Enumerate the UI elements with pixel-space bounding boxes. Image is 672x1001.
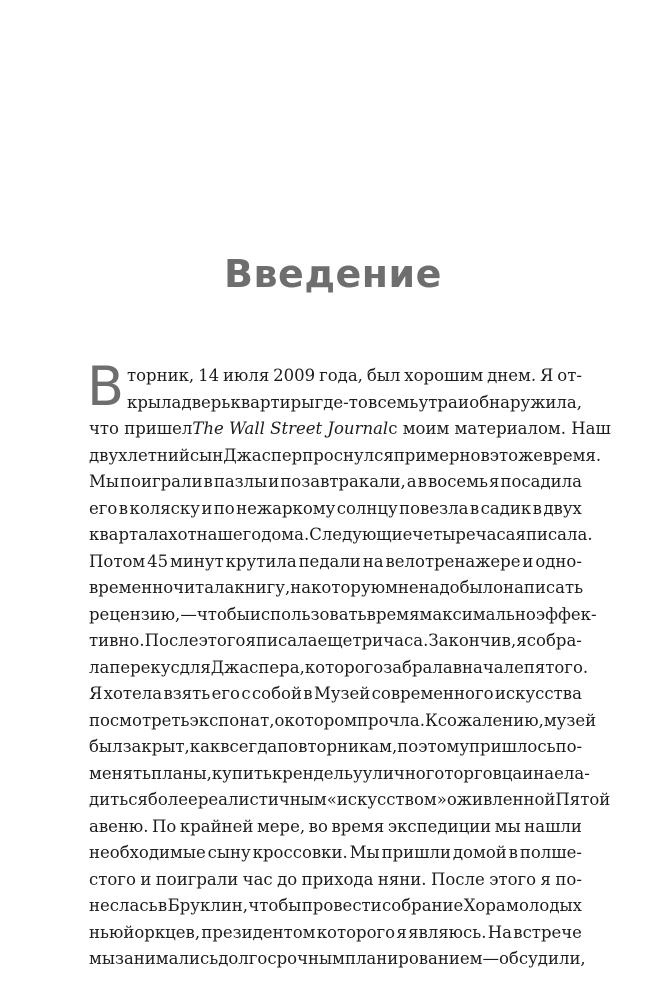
text-word: в xyxy=(469,498,480,518)
text-line xyxy=(89,787,611,814)
text-word: искусства xyxy=(494,684,582,703)
text-word: написать xyxy=(503,578,584,597)
text-word: сожалению, xyxy=(437,710,544,730)
text-line xyxy=(89,549,582,576)
text-word: Джаспер xyxy=(223,445,303,465)
text-word: по xyxy=(277,737,299,756)
text-word: восемь xyxy=(427,472,489,491)
text-word: неслась xyxy=(89,896,158,915)
text-word: крутила xyxy=(225,551,297,571)
text-word: мере, xyxy=(256,816,306,836)
text-word: писала. xyxy=(525,525,593,544)
text-word: По xyxy=(152,816,177,836)
text-word: что пришел xyxy=(89,419,193,438)
text-word: в xyxy=(532,498,542,518)
text-word: мы xyxy=(89,949,115,968)
text-line xyxy=(89,628,582,655)
text-word: президентом xyxy=(201,922,316,942)
text-word: собой xyxy=(251,684,302,703)
text-word: и xyxy=(201,498,213,518)
text-word: прочла. xyxy=(357,710,425,730)
text-word: примерно xyxy=(393,445,481,465)
text-word: долгосрочным xyxy=(218,949,345,968)
text-word: К xyxy=(425,710,438,730)
text-word: ньюйоркцев, xyxy=(89,922,201,942)
text-word: мы xyxy=(494,816,521,836)
text-word: экспедиции xyxy=(387,816,492,836)
text-word: взять xyxy=(163,684,211,703)
text-word: которого xyxy=(304,657,384,677)
text-word: у xyxy=(353,763,363,783)
text-word: в xyxy=(157,896,168,915)
text-line xyxy=(89,814,582,841)
text-word: коляску xyxy=(129,498,200,518)
text-word: наела- xyxy=(533,763,590,783)
text-word: перекус xyxy=(109,657,180,677)
text-word: крендель xyxy=(271,763,353,783)
text-line xyxy=(89,893,582,920)
text-word: семь xyxy=(377,392,419,412)
text-line xyxy=(89,840,582,867)
text-word: в xyxy=(303,684,313,703)
text-word: Музей xyxy=(313,684,371,703)
text-word: а xyxy=(406,472,417,491)
text-word: с моим материалом. Наш xyxy=(388,419,611,438)
text-word: авеню. xyxy=(89,816,149,836)
text-word: еще xyxy=(317,631,353,650)
text-line xyxy=(89,522,593,549)
text-line xyxy=(89,496,582,523)
text-word: Следующие xyxy=(309,525,413,544)
text-word: двух xyxy=(543,498,582,518)
text-word: стого xyxy=(89,869,136,889)
text-word: кроссовки. xyxy=(252,843,348,862)
text-word: временно xyxy=(89,578,174,597)
text-line xyxy=(89,867,582,894)
text-word: Бруклин, xyxy=(167,896,248,915)
text-word: встрече xyxy=(513,922,582,942)
text-word: няни. xyxy=(377,869,427,889)
text-word: Потом xyxy=(89,551,146,571)
text-word: одно- xyxy=(535,551,582,571)
text-word: купить xyxy=(211,763,272,783)
text-word: После xyxy=(144,631,199,650)
text-word: рецензию, xyxy=(89,604,181,624)
text-word: был xyxy=(89,737,123,756)
text-word: педали xyxy=(298,551,361,571)
text-word: Мы xyxy=(349,843,380,862)
text-word: Закончив, xyxy=(428,631,517,650)
text-word: Пятой xyxy=(555,790,611,809)
text-word: музей xyxy=(543,710,597,730)
body-paragraph xyxy=(87,355,611,973)
text-word: три xyxy=(352,631,384,650)
text-word: полше- xyxy=(519,843,582,862)
text-word: в xyxy=(508,843,518,862)
text-word: обсудили, xyxy=(498,949,586,968)
text-word: поиграли xyxy=(120,472,203,491)
text-line xyxy=(89,602,597,629)
text-word: был xyxy=(366,366,401,385)
text-word: о xyxy=(274,710,285,730)
text-word: планы, xyxy=(151,763,212,783)
text-word: торник, xyxy=(127,366,195,385)
text-word: час xyxy=(242,869,273,889)
drop-cap: В xyxy=(87,355,125,418)
text-word: этого xyxy=(489,869,537,889)
text-word: оживленной xyxy=(446,790,556,809)
text-word: экспонат, xyxy=(189,710,275,730)
text-word: эффек- xyxy=(535,604,597,624)
text-word: солнцу xyxy=(336,498,398,518)
text-word: крайней xyxy=(179,816,254,836)
text-word: года, xyxy=(319,366,363,385)
text-word: хотела xyxy=(103,684,163,703)
text-word: Хора xyxy=(463,896,506,915)
text-word: на xyxy=(290,578,312,597)
text-word: обнаружила, xyxy=(469,392,582,412)
text-word: 45 xyxy=(147,551,169,571)
text-word: июля xyxy=(223,366,270,385)
text-word: 2009 xyxy=(273,366,316,385)
text-word: уличного xyxy=(362,763,445,783)
text-word: в xyxy=(368,392,378,412)
text-word: собра- xyxy=(526,631,582,650)
text-word: — xyxy=(180,604,197,624)
text-word: время xyxy=(366,604,420,624)
text-word: днем. xyxy=(487,366,537,385)
text-word: «искусством» xyxy=(326,790,447,809)
text-line xyxy=(89,575,582,602)
text-word: поэтому xyxy=(397,737,470,756)
text-word: торговца xyxy=(444,763,523,783)
text-word: в xyxy=(480,445,490,465)
text-word: кварталах xyxy=(89,525,178,544)
text-word: начале xyxy=(462,657,524,677)
text-line xyxy=(89,469,582,496)
text-word: мне xyxy=(385,578,419,597)
text-word: На xyxy=(487,922,513,942)
text-word: его xyxy=(211,684,240,703)
text-word: время. xyxy=(543,445,602,465)
text-word: во xyxy=(308,816,328,836)
text-word: часа. xyxy=(383,631,429,650)
text-word: пазлы xyxy=(213,472,268,491)
text-word: до xyxy=(277,869,298,889)
text-word: этого xyxy=(198,631,246,650)
text-word: это xyxy=(489,445,519,465)
text-word: сын xyxy=(189,445,224,465)
text-word: дверь xyxy=(181,392,231,412)
text-word: которую xyxy=(311,578,386,597)
text-word: было xyxy=(459,578,504,597)
text-word: являюсь. xyxy=(408,922,487,942)
text-line xyxy=(89,390,582,417)
text-word: прихода xyxy=(301,869,374,889)
text-word: нежаркому xyxy=(236,498,336,518)
text-word: же xyxy=(518,445,544,465)
text-line xyxy=(89,443,602,470)
text-word: сыну xyxy=(207,843,251,862)
text-word: в xyxy=(417,472,427,491)
text-word: на xyxy=(362,551,384,571)
text-word: провести xyxy=(301,896,382,915)
text-word: повезла xyxy=(399,498,469,518)
text-word: я xyxy=(245,631,256,650)
text-word: и xyxy=(522,763,534,783)
text-word: Джаспера, xyxy=(210,657,305,677)
text-word: использовать xyxy=(249,604,367,624)
text-line xyxy=(89,734,582,761)
text-word: посмотреть xyxy=(89,710,190,730)
text-word: в xyxy=(452,657,463,677)
text-word: пришлось xyxy=(469,737,556,756)
text-word: более xyxy=(147,790,198,809)
text-word: занимались xyxy=(114,949,219,968)
text-word: максимально xyxy=(419,604,536,624)
text-word: посадила xyxy=(500,472,582,491)
text-word: диться xyxy=(89,790,148,809)
text-word: 14 xyxy=(198,366,220,385)
text-word: забрала xyxy=(383,657,453,677)
text-word: собрание xyxy=(382,896,464,915)
text-word: хорошим xyxy=(404,366,484,385)
text-word: менять xyxy=(89,763,152,783)
text-line xyxy=(89,920,582,947)
text-line xyxy=(89,708,597,735)
text-word: позавтракали, xyxy=(280,472,406,491)
text-word: минут xyxy=(170,551,224,571)
text-line xyxy=(89,655,589,682)
text-word: котором xyxy=(284,710,358,730)
text-word: После xyxy=(430,869,485,889)
text-word: дома. xyxy=(261,525,310,544)
text-word: утра xyxy=(418,392,458,412)
text-word: время xyxy=(331,816,385,836)
text-word: велотренажере xyxy=(385,551,521,571)
text-line xyxy=(89,681,582,708)
text-word: необходимые xyxy=(89,843,206,862)
text-word: крыла xyxy=(127,392,182,412)
text-word: я xyxy=(515,525,526,544)
chapter-title: Введение xyxy=(224,252,442,296)
text-word: и xyxy=(268,472,280,491)
text-word: планированием xyxy=(344,949,483,968)
text-word: книгу, xyxy=(234,578,291,597)
text-word: чтобы xyxy=(196,604,250,624)
text-word: современного xyxy=(371,684,494,703)
text-line xyxy=(89,946,586,973)
text-word: молодых xyxy=(506,896,582,915)
text-word: поиграли xyxy=(155,869,239,889)
text-word: от- xyxy=(557,366,582,385)
text-word: квартиры xyxy=(230,392,315,412)
text-word: в xyxy=(203,472,213,491)
text-word: его xyxy=(89,498,118,518)
text-word: я xyxy=(396,922,407,942)
text-word: двухлетний xyxy=(89,445,190,465)
text-word: ла xyxy=(89,657,110,677)
text-word: я xyxy=(489,472,500,491)
text-word: как xyxy=(189,737,221,756)
text-word: где-то xyxy=(314,392,368,412)
text-word: я xyxy=(540,869,551,889)
text-word: вторникам, xyxy=(298,737,398,756)
text-word: всегда xyxy=(220,737,278,756)
text-word: я xyxy=(516,631,527,650)
text-word: тивно. xyxy=(89,631,145,650)
text-word: и xyxy=(522,551,534,571)
text-word: пятого. xyxy=(523,657,589,677)
text-word: Мы xyxy=(89,472,120,491)
text-word: и xyxy=(458,392,470,412)
text-word: по- xyxy=(555,869,582,889)
text-word: для xyxy=(179,657,211,677)
text-line xyxy=(89,761,590,788)
text-word: которого xyxy=(316,922,396,942)
text-word: писала xyxy=(256,631,318,650)
text-word: четыре xyxy=(412,525,476,544)
text-word: читала xyxy=(173,578,235,597)
text-word: домой xyxy=(452,843,507,862)
text-word: чтобы xyxy=(248,896,302,915)
text-word: часа xyxy=(475,525,516,544)
text-word: по- xyxy=(555,737,583,756)
text-word: нашего xyxy=(196,525,262,544)
text-word: в xyxy=(118,498,129,518)
text-word: по xyxy=(213,498,235,518)
text-word: Я xyxy=(540,366,554,385)
text-word: — xyxy=(482,949,499,968)
text-word: реалистичным xyxy=(197,790,327,809)
text-line xyxy=(89,416,611,443)
text-word: садик xyxy=(480,498,532,518)
text-word: нашли xyxy=(524,816,582,836)
text-word: The Wall Street Journal xyxy=(192,419,389,438)
text-word: Я xyxy=(89,684,103,703)
text-word: от xyxy=(177,525,197,544)
text-word: с xyxy=(241,684,251,703)
text-word: проснулся xyxy=(302,445,394,465)
text-word: надо xyxy=(418,578,460,597)
text-word: пришли xyxy=(381,843,451,862)
text-word: закрыт, xyxy=(122,737,190,756)
text-word: и xyxy=(140,869,152,889)
